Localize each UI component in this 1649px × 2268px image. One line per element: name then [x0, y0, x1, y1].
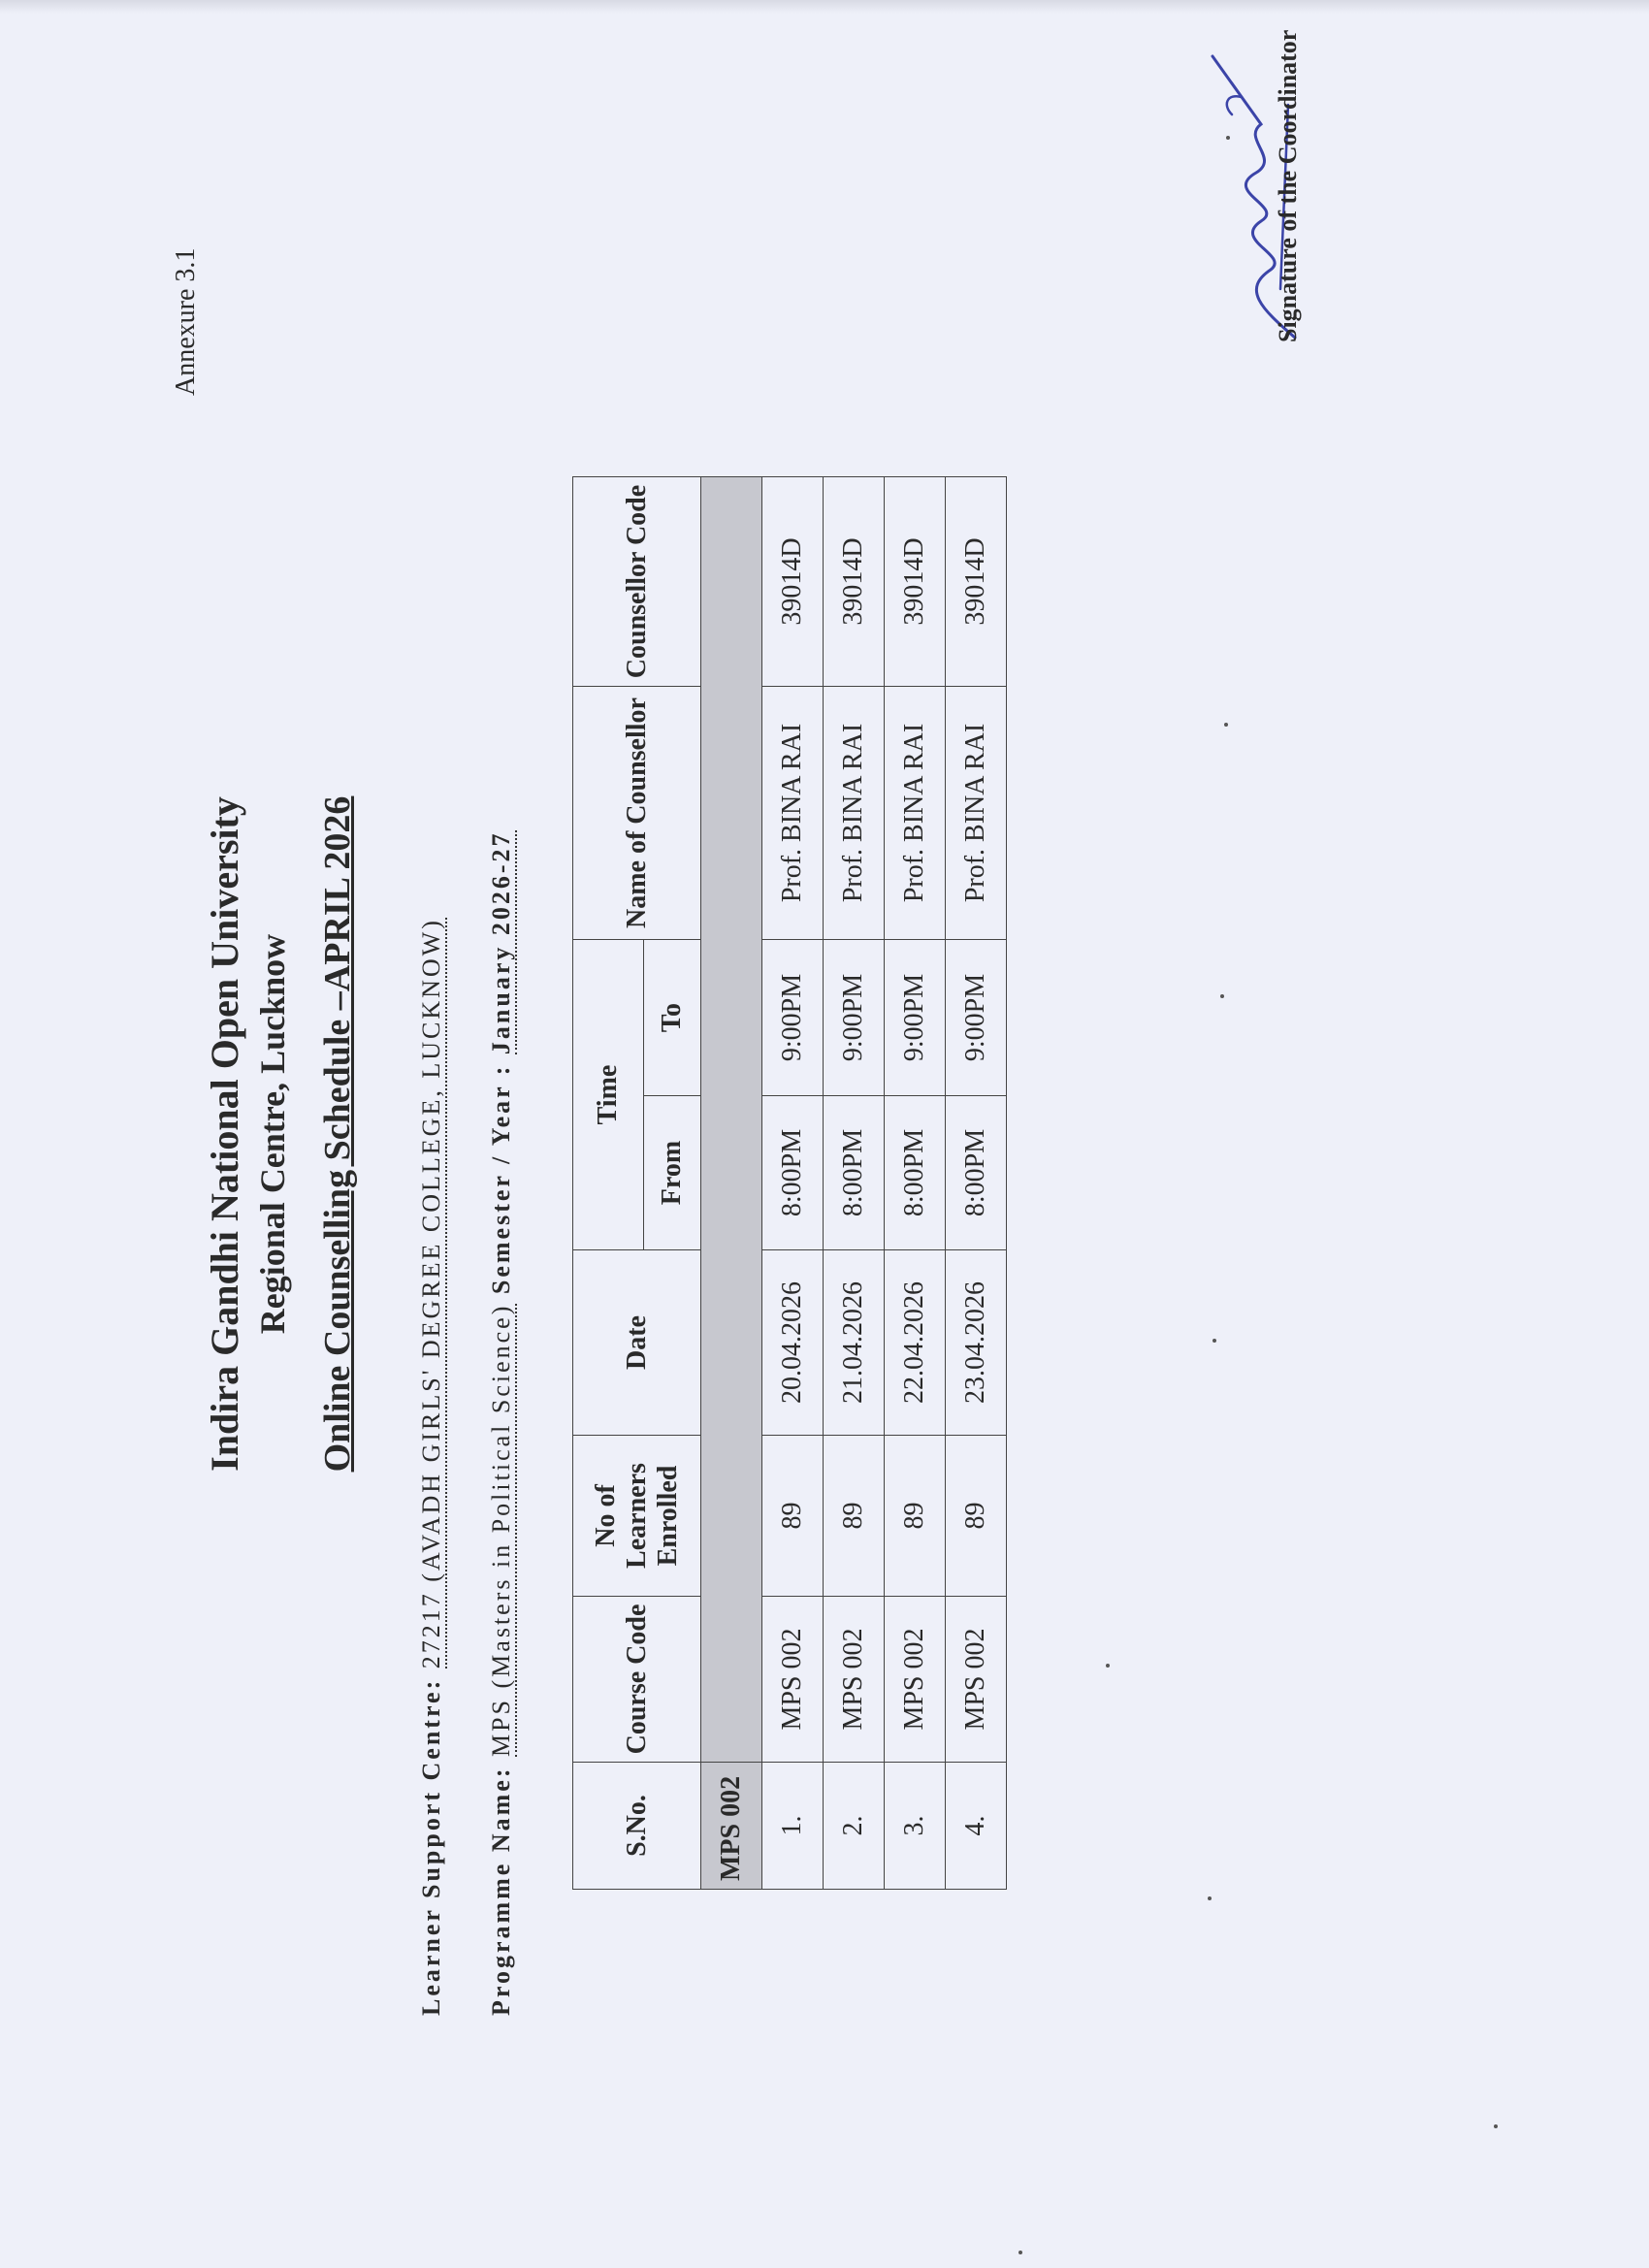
cell-counsellor-name: Prof. BINA RAI — [824, 687, 885, 940]
cell-course-code: MPS 002 — [762, 1597, 824, 1763]
cell-sno: 3. — [885, 1763, 946, 1890]
university-name: Indira Gandhi National Open University — [203, 796, 246, 1472]
cell-date: 20.04.2026 — [762, 1250, 824, 1436]
cell-counsellor-name: Prof. BINA RAI — [762, 687, 824, 940]
header-time: Time — [573, 940, 644, 1250]
cell-sno: 4. — [946, 1763, 1007, 1890]
cell-time-to: 9:00PM — [946, 940, 1007, 1096]
cell-counsellor-code: 39014D — [824, 477, 885, 687]
cell-counsellor-name: Prof. BINA RAI — [946, 687, 1007, 940]
cell-learners: 89 — [824, 1436, 885, 1597]
cell-sno: 1. — [762, 1763, 824, 1890]
cell-counsellor-name: Prof. BINA RAI — [885, 687, 946, 940]
cell-counsellor-code: 39014D — [762, 477, 824, 687]
cell-counsellor-code: 39014D — [885, 477, 946, 687]
header-counsellor-code: Counsellor Code — [573, 477, 701, 687]
cell-learners: 89 — [762, 1436, 824, 1597]
scan-speck — [1208, 1896, 1212, 1900]
programme-line — [487, 830, 516, 2016]
cell-time-to: 9:00PM — [762, 940, 824, 1096]
scan-speck — [1220, 994, 1224, 998]
programme-label: Programme Name: — [487, 1766, 515, 2016]
cell-learners: 89 — [946, 1436, 1007, 1597]
header-sno: S.No. — [573, 1763, 701, 1890]
cell-date: 23.04.2026 — [946, 1250, 1007, 1436]
scan-speck — [1212, 1339, 1216, 1343]
group-row — [701, 477, 762, 1890]
table-row — [946, 477, 1007, 1890]
group-fill — [701, 477, 762, 1763]
header-time-from: From — [644, 1096, 701, 1250]
cell-course-code: MPS 002 — [885, 1597, 946, 1763]
group-label: MPS 002 — [701, 1763, 762, 1890]
counselling-schedule-table — [572, 476, 1007, 1890]
signature-label: Signature of the Coordinator — [1274, 29, 1302, 342]
header-date: Date — [573, 1250, 701, 1436]
header-time-to: To — [644, 940, 701, 1096]
scan-speck — [1018, 2251, 1022, 2254]
cell-time-from: 8:00PM — [946, 1096, 1007, 1250]
cell-sno: 2. — [824, 1763, 885, 1890]
cell-date: 22.04.2026 — [885, 1250, 946, 1436]
scan-speck — [1226, 136, 1230, 140]
programme-value: MPS (Masters in Political Science) — [487, 1303, 515, 1758]
cell-time-from: 8:00PM — [762, 1096, 824, 1250]
header-counsellor-name: Name of Counsellor — [573, 687, 701, 940]
cell-counsellor-code: 39014D — [946, 477, 1007, 687]
cell-date: 21.04.2026 — [824, 1250, 885, 1436]
table-row — [762, 477, 824, 1890]
lsc-value: 27217 (AVADH GIRLS' DEGREE COLLEGE, LUCKNOW) — [417, 918, 445, 1669]
cell-time-from: 8:00PM — [824, 1096, 885, 1250]
regional-centre: Regional Centre, Lucknow — [253, 933, 292, 1335]
learner-support-centre — [417, 918, 446, 2016]
header-course-code: Course Code — [573, 1597, 701, 1763]
lsc-label: Learner Support Centre: — [417, 1677, 445, 2016]
cell-time-to: 9:00PM — [885, 940, 946, 1096]
cell-time-from: 8:00PM — [885, 1096, 946, 1250]
cell-time-to: 9:00PM — [824, 940, 885, 1096]
cell-course-code: MPS 002 — [824, 1597, 885, 1763]
cell-learners: 89 — [885, 1436, 946, 1597]
scan-speck — [1106, 1664, 1110, 1668]
semester-label: Semester / Year : — [487, 1063, 515, 1295]
table-row — [885, 477, 946, 1890]
scan-speck — [1494, 2124, 1498, 2128]
semester-value: January 2026-27 — [487, 830, 515, 1055]
cell-course-code: MPS 002 — [946, 1597, 1007, 1763]
header-learners: No of Learners Enrolled — [573, 1436, 701, 1597]
scan-speck — [1224, 723, 1228, 727]
table-row — [824, 477, 885, 1890]
annexure-label: Annexure 3.1 — [171, 247, 201, 396]
schedule-title: Online Counselling Schedule –APRIL 2026 — [317, 795, 358, 1473]
